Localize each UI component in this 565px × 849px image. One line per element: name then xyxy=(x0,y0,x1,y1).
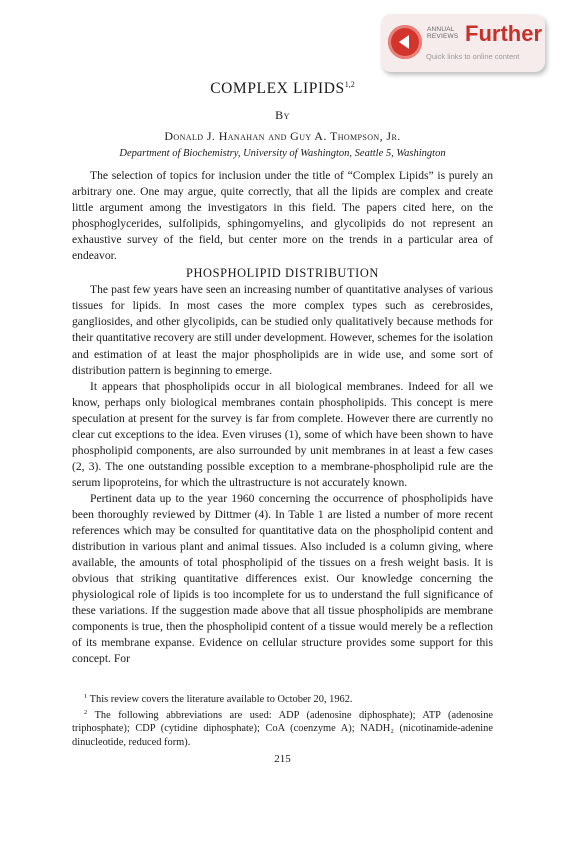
brand-line-annual: ANNUAL xyxy=(427,26,455,33)
footnote-1 xyxy=(72,690,493,706)
byline-by: By xyxy=(275,108,290,122)
section-heading: PHOSPHOLIPID DISTRIBUTION xyxy=(186,266,379,281)
page-number: 215 xyxy=(274,753,291,765)
quick-links-label: Quick links to online content xyxy=(426,52,520,61)
paragraph-1: The past few years have seen an increasing number of quantitative analyses of various tissues for lipids. In most cases the more complex types such as cerebrosides, gangliosides, and other glycolipids, can be studied only qualitatively because methods for their quantitative recovery are still under development. However, schemes for the isolation and estimation of at least the major phospholipids are in wide use, and some sort of distribution pattern is beginning to emerge. xyxy=(72,283,493,377)
intro-paragraph: The selection of topics for inclusion under the title of “Complex Lipids” is purely an arbitrary one. One may argue, quite correctly, that all the lipids are complex and create little argument among the investigators in this field. The papers cited here, on the phosphoglycerides, sulfolipids, sphingomyelins, and glycolipids do not represent an exhaustive survey of the field, but center more on the trends in a particular area of endeavor. xyxy=(72,169,493,263)
title-footnote-refs: 1,2 xyxy=(344,80,355,89)
footnote-2 xyxy=(72,706,493,749)
footnote-2-mark: 2 xyxy=(84,709,88,717)
paragraph-2: It appears that phospholipids occur in all biological membranes. Indeed for all we know, perhaps only biological membranes contain phospholipids. This concept is mere speculation at present for the survey is far from complete. However there are currently no clear cut exceptions to the idea. Even viruses (1), some of which have been shown to have phospholipid components, are also surrounded by unit membranes in at least a few cases (2, 3). The one outstanding possible exception to a membrane-phospholipid rule are the serum lipoproteins, for which the ultrastructure is not accurately known. xyxy=(72,379,493,489)
title-text: COMPLEX LIPIDS xyxy=(210,80,345,97)
article-body xyxy=(72,168,493,667)
affiliation: Department of Biochemistry, University of Washington, Seattle 5, Washington xyxy=(119,148,446,159)
play-arrow-icon xyxy=(388,25,422,59)
footnote-1-mark: 1 xyxy=(84,693,88,700)
further-label: Further xyxy=(465,21,542,46)
footnotes xyxy=(72,690,493,749)
authors: Donald J. Hanahan and Guy A. Thompson, Jr. xyxy=(164,129,401,143)
footnote-2-text: The following abbreviations are used: ADP (adenosine diphosphate); ATP (adenosine triphosphate); CDP (cytidine diphosphate); CoA (coenzyme A); NADH₂ (nicotinamide-adenine dinucleotide, reduced form). xyxy=(72,710,494,748)
annual-reviews-logo-text xyxy=(427,26,463,40)
paragraph-3: Pertinent data up to the year 1960 concerning the occurrence of phospholipids have been thoroughly reviewed by Dittmer (4). In Table 1 are listed a number of more recent references which may be consulted for quantitative data on the phospholipid content and distribution in various plant and animal tissues. Also included is a column giving, where available, the amounts of total phospholipid of the tissues on a fresh weight basis. It is obvious that striking quantitative differences exist. Our knowledge concerning the physiological role of lipids is too incomplete for us to understand the full significance of these variations. If the suggestion made above that all tissue phospholipids are membrane components is true, then the phospholipid content of a tissue would merely be a reflection of its membrane expanse. Evidence on cellular structure provides some support for this concept. For xyxy=(72,491,493,666)
footnote-1-text: This review covers the literature available to October 20, 1962. xyxy=(89,694,353,705)
brand-line-reviews: REVIEWS xyxy=(427,33,459,40)
article-title xyxy=(0,80,565,98)
annual-reviews-further-badge[interactable] xyxy=(381,14,545,72)
